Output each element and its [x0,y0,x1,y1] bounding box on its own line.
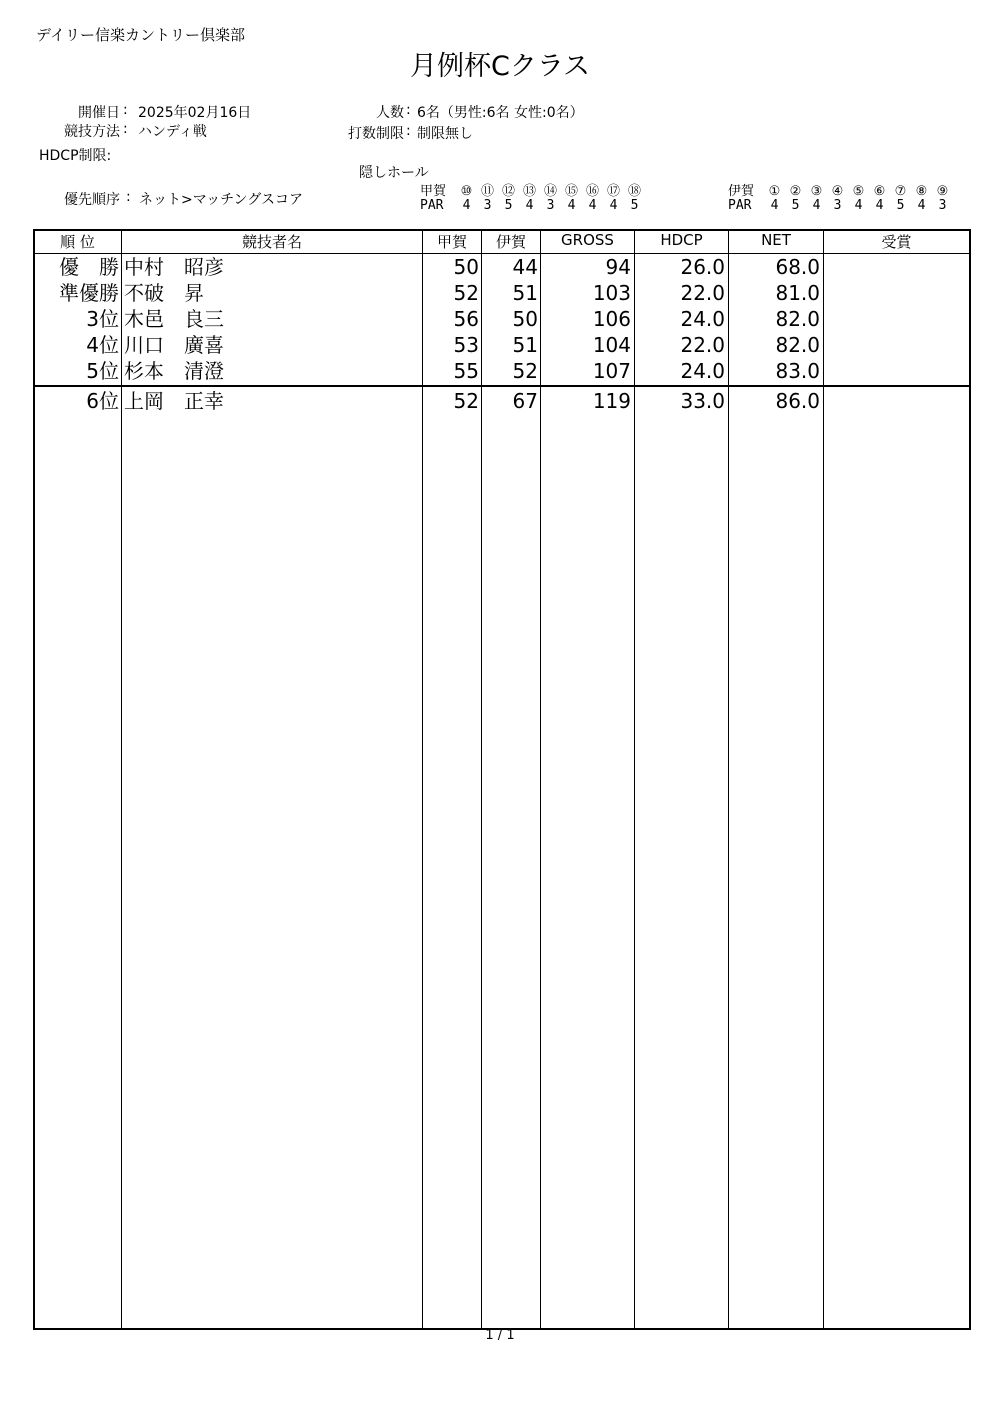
rank-cell: 4位 [86,333,119,357]
iga-score-cell: 52 [512,359,538,383]
hidden-hole-number: ⑧ [915,184,928,199]
method-value: ハンディ戦 [138,124,207,140]
hidden-hole-par: 4 [770,198,779,213]
iga-par-row [728,198,953,213]
kouga-par-label: PAR [420,198,444,213]
hidden-hole-number: ⑱ [627,184,641,199]
date-colon: : [123,102,128,118]
net-cell: 82.0 [775,307,820,331]
player-name-cell: 杉本 清澄 [124,359,224,383]
hidden-hole-par: 4 [462,198,471,213]
hidden-hole-par: 4 [854,198,863,213]
table-row [33,358,971,384]
hidden-hole-par: 3 [938,198,947,213]
hdcp-cell: 22.0 [680,281,725,305]
player-name-cell: 上岡 正幸 [124,389,224,413]
hidden-hole-par: 4 [588,198,597,213]
gross-cell: 119 [592,389,631,413]
kouga-par-list [456,198,645,213]
page-number: 1 / 1 [485,1328,515,1343]
kouga-hole-list [456,184,645,199]
hidden-hole-number: ⑪ [480,184,494,199]
table-row [33,254,971,280]
hidden-hole-par: 5 [896,198,905,213]
kouga-score-cell: 52 [453,389,479,413]
hidden-hole-par: 4 [875,198,884,213]
people-colon: : [406,102,411,118]
hidden-hole-number: ⑮ [564,184,578,199]
hidden-hole-par: 5 [791,198,800,213]
net-cell: 86.0 [775,389,820,413]
player-name-cell: 中村 昭彦 [124,255,224,279]
hidden-hole-par: 4 [917,198,926,213]
limit-value: 制限無し [417,126,473,142]
rank-cell: 5位 [86,359,119,383]
gross-cell: 104 [592,333,631,357]
hidden-hole-par: 4 [812,198,821,213]
iga-score-cell: 51 [512,333,538,357]
iga-par-label: PAR [728,198,752,213]
priority-colon: : [126,189,131,205]
hdcp-cell: 24.0 [680,307,725,331]
header-iga: 伊賀 [495,233,526,251]
kouga-course-label: 甲賀 [420,184,447,199]
gross-cell: 106 [592,307,631,331]
prize-divider [33,385,971,387]
hidden-hole-number: ③ [810,184,823,199]
hidden-hole-number: ④ [831,184,844,199]
hidden-hole-par: 5 [630,198,639,213]
iga-course-label: 伊賀 [728,184,755,199]
hidden-hole-par: 4 [609,198,618,213]
club-name: デイリー信楽カントリー倶楽部 [36,26,245,44]
iga-par-list [764,198,953,213]
header-rank: 順 位 [60,233,95,251]
table-row [33,388,971,414]
hidden-hole-number: ① [768,184,781,199]
hidden-hole-par: 4 [567,198,576,213]
kouga-hole-row [420,180,645,199]
hdcp-cell: 26.0 [680,255,725,279]
iga-score-cell: 51 [512,281,538,305]
iga-hole-row [728,180,953,199]
hidden-hole-number: ② [789,184,802,199]
hidden-hole-par: 5 [504,198,513,213]
hdcp-cell: 24.0 [680,359,725,383]
hidden-hole-number: ⑯ [585,184,599,199]
iga-score-cell: 44 [512,255,538,279]
method-label: 競技方法 [64,124,120,140]
header-gross: GROSS [561,231,614,249]
net-cell: 82.0 [775,333,820,357]
kouga-score-cell: 56 [453,307,479,331]
iga-hole-list [764,184,953,199]
rank-cell: 準優勝 [59,281,119,305]
limit-label: 打数制限 [348,126,404,142]
hidden-hole-number: ⑬ [522,184,536,199]
table-row [33,280,971,306]
hidden-hole-par: 3 [546,198,555,213]
header-kouga: 甲賀 [436,233,467,251]
hidden-hole-par: 4 [525,198,534,213]
player-name-cell: 川口 廣喜 [124,333,224,357]
table-row [33,306,971,332]
kouga-score-cell: 55 [453,359,479,383]
net-cell: 68.0 [775,255,820,279]
gross-cell: 107 [592,359,631,383]
iga-score-cell: 50 [512,307,538,331]
gross-cell: 103 [592,281,631,305]
hidden-hole-number: ⑨ [936,184,949,199]
net-cell: 83.0 [775,359,820,383]
iga-score-cell: 67 [512,389,538,413]
date-value: 2025年02月16日 [138,105,252,121]
hdcp-limit-label: HDCP制限: [39,148,112,164]
header-hdcp: HDCP [660,231,703,249]
people-label: 人数 [376,105,404,121]
date-label: 開催日 [78,105,120,121]
kouga-score-cell: 52 [453,281,479,305]
hidden-hole-number: ⑥ [873,184,886,199]
hidden-hole-number: ⑦ [894,184,907,199]
header-net: NET [761,231,791,249]
hidden-hole-number: ⑰ [606,184,620,199]
kouga-score-cell: 53 [453,333,479,357]
rank-cell: 優 勝 [59,255,119,279]
hidden-hole-label: 隠しホール [359,165,429,181]
hdcp-cell: 22.0 [680,333,725,357]
rank-cell: 3位 [86,307,119,331]
hidden-hole-number: ⑩ [460,184,473,199]
kouga-par-row [420,198,645,213]
priority-label: 優先順序 [64,192,120,208]
header-name: 競技者名 [241,233,302,251]
priority-value: ネット>マッチングスコア [139,192,304,208]
page-title: 月例杯Cクラス [409,51,591,82]
hidden-hole-number: ⑤ [852,184,865,199]
rank-cell: 6位 [86,389,119,413]
gross-cell: 94 [605,255,631,279]
hidden-hole-par: 3 [483,198,492,213]
hidden-hole-number: ⑫ [501,184,515,199]
net-cell: 81.0 [775,281,820,305]
hidden-hole-number: ⑭ [543,184,557,199]
player-name-cell: 木邑 良三 [124,307,224,331]
people-value: 6名（男性:6名 女性:0名） [417,105,584,121]
method-colon: : [123,121,128,137]
player-name-cell: 不破 昇 [124,281,204,305]
header-award: 受賞 [881,233,912,251]
limit-colon: : [406,123,411,139]
kouga-score-cell: 50 [453,255,479,279]
hidden-hole-par: 3 [833,198,842,213]
hdcp-cell: 33.0 [680,389,725,413]
table-row [33,332,971,358]
